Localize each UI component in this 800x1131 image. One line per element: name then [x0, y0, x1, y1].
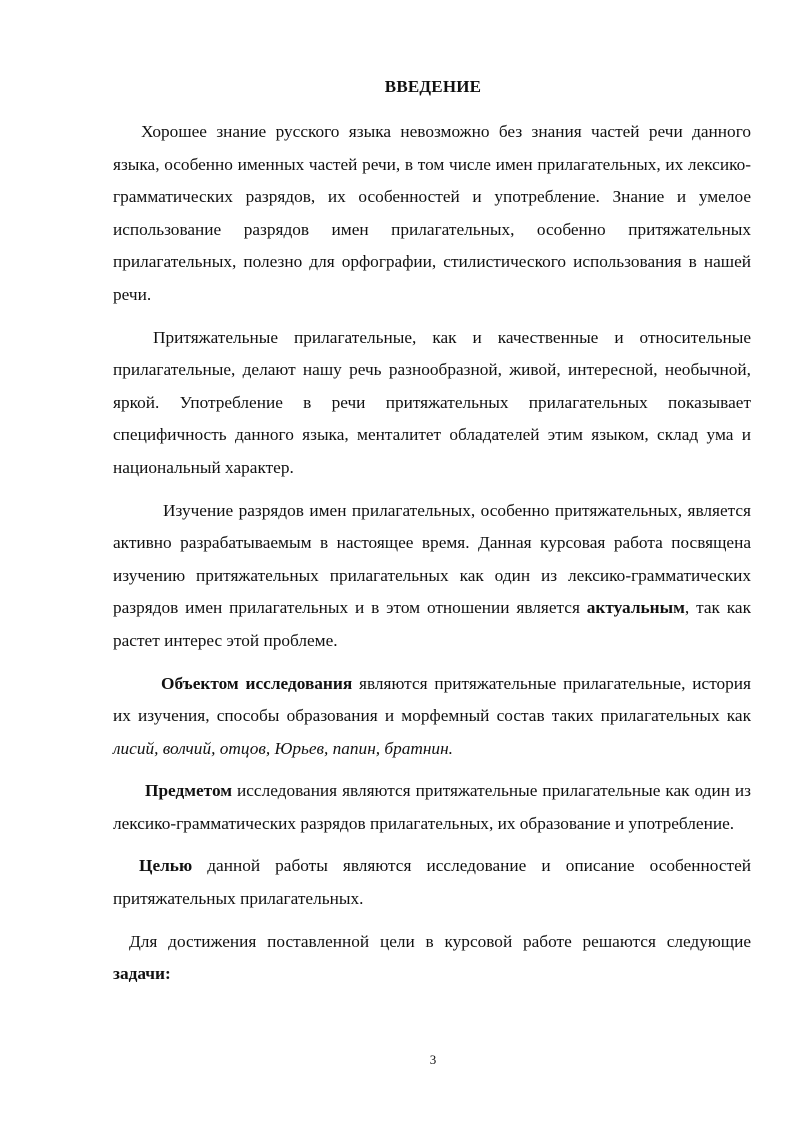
object-examples: лисий, волчий, отцов, Юрьев, папин, братнин. — [113, 738, 453, 758]
goal-text: данной работы являются исследование и описание особенностей притяжательных прилагательных. — [113, 856, 751, 909]
paragraph-intro: Хорошее знание русского языка невозможно без знания частей речи данного языка, особенно именных частей речи, в том числе имен прилагательных, их лексико-грамматических разрядов, их особенностей и употребление. Знание и умелое использование разрядов имен прилагательных, особенно притяжательных прилагательных, полезно для орфографии, стилистического использования в нашей речи. — [113, 122, 751, 304]
page-number: 3 — [429, 1052, 437, 1067]
relevance-text: Изучение разрядов имен прилагательных, особенно притяжательных, является активно разрабатываемым в настоящее время. Данная курсовая работа посвящена изучению притяжательных прилагательных как один из лексико-грамматических разрядов имен прилагательных и в этом отношении является — [113, 500, 751, 618]
paragraph-research-object — [113, 668, 751, 766]
paragraph-relevance — [113, 495, 751, 658]
relevance-tail: , так как растет интерес этой проблеме. — [113, 598, 751, 650]
subject-keyword: Предметом — [145, 781, 233, 801]
paragraph-tasks — [113, 926, 751, 991]
paragraph-research-subject — [113, 775, 751, 840]
tasks-text: Для достижения поставленной цели в курсовой работе решаются следующие — [129, 931, 751, 951]
paragraph-goal — [113, 850, 751, 915]
goal-keyword: Целью — [139, 856, 193, 876]
section-title: ВВЕДЕНИЕ — [384, 77, 482, 96]
tasks-keyword: задачи: — [113, 964, 171, 984]
paragraph-possessive-adjectives: Притяжательные прилагательные, как и качественные и относительные прилагательные, делают нашу речь разнообразной, живой, интересной, необычной, яркой. Употребление в речи притяжательных прилагательных показывает специфичность данного языка, менталитет обладателей этим языком, склад ума и национальный характер. — [113, 327, 751, 477]
document-body — [113, 116, 751, 991]
relevance-keyword: актуальным — [586, 598, 685, 618]
subject-text: исследования являются притяжательные прилагательные как один из лексико-грамматических разрядов прилагательных, их образование и употребление. — [113, 781, 751, 833]
object-text: являются притяжательные прилагательные, история их изучения, способы образования и морфемный состав таких прилагательных как — [113, 673, 751, 726]
object-keyword: Объектом исследования — [161, 673, 353, 693]
